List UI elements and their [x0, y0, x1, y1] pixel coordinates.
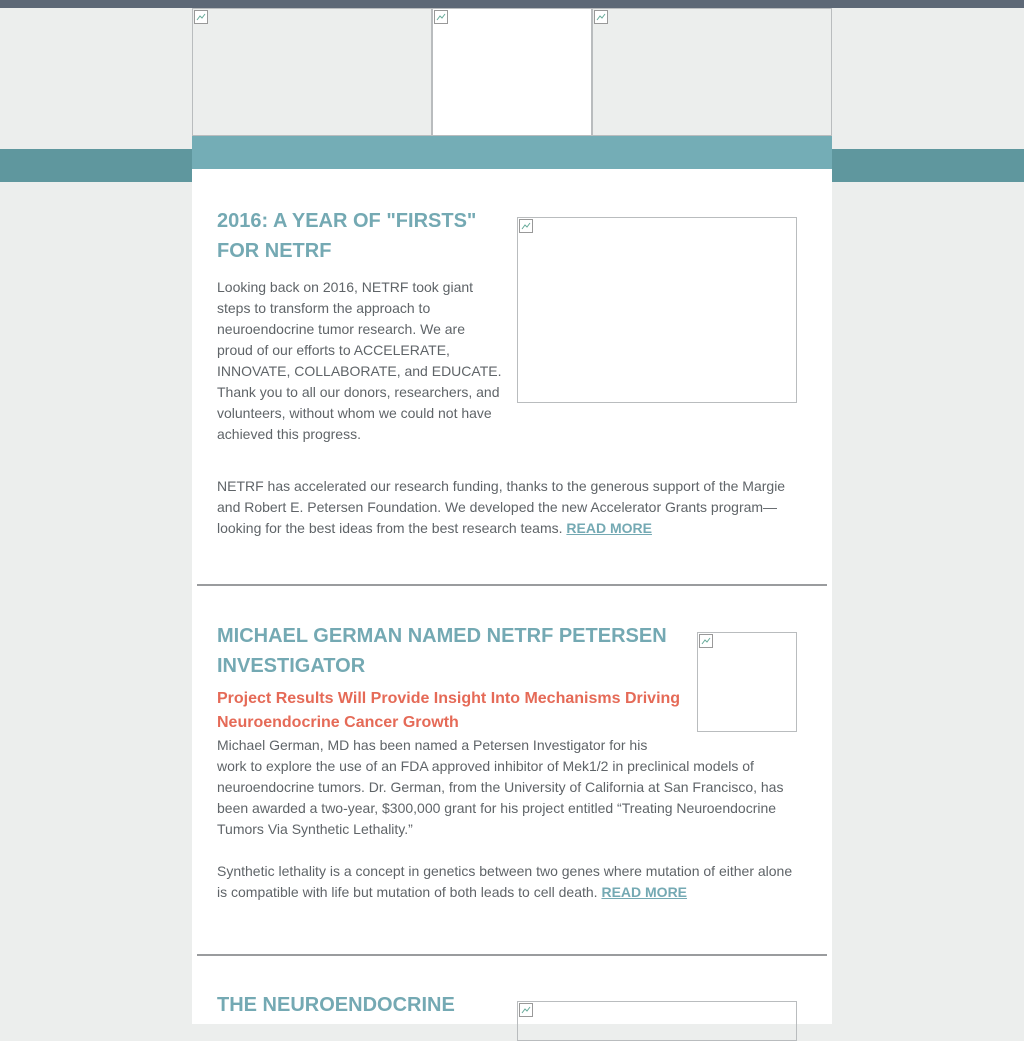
title-line: THE NEUROENDOCRINE	[217, 994, 455, 1016]
header-image-right	[592, 8, 832, 136]
text-line: neuroendocrine tumor research. We are	[217, 321, 465, 337]
text-line: neuroendocrine tumors. Dr. German, from the University of California at San Francisco, has	[217, 779, 784, 795]
text-line: Thank you to all our donors, researchers, and	[217, 384, 500, 400]
text-line: proud of our efforts to ACCELERATE,	[217, 342, 450, 358]
text-line: Project Results Will Provide Insight Into Mechanisms Driving	[217, 690, 681, 707]
article-body	[217, 861, 807, 903]
text-line: Looking back on 2016, NETRF took giant	[217, 279, 474, 295]
title-line: FOR NETRF	[217, 240, 332, 262]
section-divider	[197, 954, 827, 956]
text-line: and Robert E. Petersen Foundation. We developed the new Accelerator Grants program—	[217, 499, 778, 515]
header-image-center	[432, 8, 592, 136]
teal-nav-bar	[192, 136, 832, 169]
article-image[interactable]	[697, 632, 797, 732]
article-image[interactable]	[517, 217, 797, 403]
read-more-link[interactable]: READ MORE	[601, 884, 688, 900]
text-line: Tumors Via Synthetic Lethality.”	[217, 821, 413, 837]
read-more-link[interactable]: READ MORE	[566, 520, 652, 536]
text-line: looking for the best ideas from the best research teams.	[217, 520, 567, 536]
broken-image-icon	[434, 10, 448, 24]
article-intro	[217, 277, 517, 445]
top-strip	[0, 0, 1024, 8]
title-line: INVESTIGATOR	[217, 655, 366, 677]
text-line: NETRF has accelerated our research funding, thanks to the generous support of the Margie	[217, 478, 786, 494]
broken-image-icon	[519, 219, 533, 233]
title-line: MICHAEL GERMAN NAMED NETRF PETERSEN	[217, 625, 667, 647]
text-line: Neuroendocrine Cancer Growth	[217, 714, 459, 731]
text-line: been awarded a two-year, $300,000 grant for his project entitled “Treating Neuroendocrine	[217, 800, 777, 816]
broken-image-icon	[699, 634, 713, 648]
broken-image-icon	[519, 1003, 533, 1017]
text-line: work to explore the use of an FDA approved inhibitor of Mek1/2 in preclinical models of	[217, 758, 754, 774]
text-line: is compatible with life but mutation of both leads to cell death.	[217, 884, 602, 900]
broken-image-icon	[594, 10, 608, 24]
article-body	[217, 735, 807, 840]
text-line: Synthetic lethality is a concept in genetics between two genes where mutation of either alone	[217, 863, 793, 879]
section-divider	[197, 584, 827, 586]
text-line: INNOVATE, COLLABORATE, and EDUCATE.	[217, 363, 502, 379]
header-image-left	[192, 8, 432, 136]
title-line: 2016: A YEAR OF "FIRSTS"	[217, 210, 477, 232]
text-line: achieved this progress.	[217, 426, 361, 442]
broken-image-icon	[194, 10, 208, 24]
newsletter-content	[192, 169, 832, 1024]
text-line: Michael German, MD has been named a Petersen Investigator for his	[217, 737, 648, 753]
header-banner	[192, 8, 832, 136]
article-body	[217, 476, 807, 539]
article-image[interactable]	[517, 1001, 797, 1041]
article-title[interactable]	[217, 206, 497, 266]
text-line: volunteers, without whom we could not have	[217, 405, 492, 421]
text-line: steps to transform the approach to	[217, 300, 431, 316]
